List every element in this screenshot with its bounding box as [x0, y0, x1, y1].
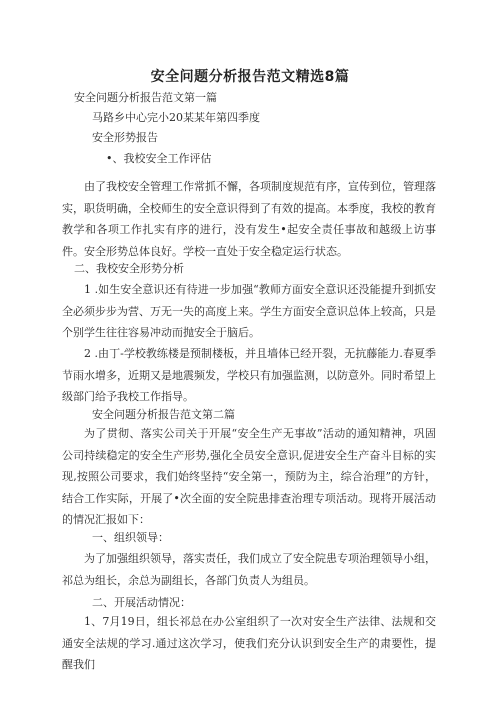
heading-activities: 二、开展活动情况： [92, 596, 191, 609]
subheading-report: 安全形势报告 [92, 131, 158, 144]
paragraph-analysis-1: 1 .如生安全意识还有待进一步加强“教师方面安全意识还没能提升到抓安全必须步步为营、万无一失的高度上来。学生方面安全意识总体上较高，只是个别学生往往容易冲动而抛安全于脑后。 [62, 283, 436, 339]
paragraph-evaluation: 由了我校安全管理工作常抓不懈，各项制度规范有序，宣传到位，管理落实，职货明确，全校师生的安全意识得到了有效的提高。本季度，我校的教育教学和各项工作扎实有序的进行，没有发生•起安全责任事故和越级上访事件。安全形势总体良好。学校一直处于安全稳定运行状态。 [62, 180, 436, 258]
paragraph-organization: 为了加强组织领导，落实责任，我们成立了安全院患专项治理领导小组，祁总为组长，余总为副组长，各部门负责人为组员。 [62, 552, 436, 587]
subheading-school: 马路乡中心完小20某某年第四季度 [92, 111, 260, 124]
heading-analysis: 二、我校安全形势分析 [74, 262, 184, 275]
document-title: 安全问题分析报告范文精选8篇 [150, 69, 350, 85]
section-heading-2: 安全问题分析报告范文第二篇 [92, 408, 235, 421]
section-heading-1: 安全问题分析报告范文第一篇 [74, 91, 217, 104]
paragraph-activities: 1、7月19日，组长祁总在办公室组织了一次对安全生产法律、法规和交通安全法规的学习.通过这次学习，使我们充分认识到安全生产的肃要性，提醒我们 [62, 615, 436, 671]
paragraph-analysis-2: 2 .由丁-学校教练楼是预制楼板，并且墙体已经开裂，无抗藤能力.春夏季节雨水增多，近期又是地震频发，学校只有加强监测，以防意外。同时希望上级部门给予我校工作指导。 [62, 347, 436, 403]
paragraph-intro-2: 为了贯彻、落实公司关于开展“安全生产无事故”活动的通知精神，巩固公司持续稳定的安全生产形势,强化全员安全意识,促进安全生产奋斗目标的实现,按照公司要求，我们始终坚持“安全第一，预防为主，综合治理”的方针，结合工作实际，开展了•次全面的安全院患排查治理专项活动。现将开展活动的情况汇报如下： [62, 427, 436, 526]
heading-evaluation: •、我校安全工作评估 [106, 152, 212, 165]
heading-organization: 一、组织领导： [92, 531, 169, 544]
